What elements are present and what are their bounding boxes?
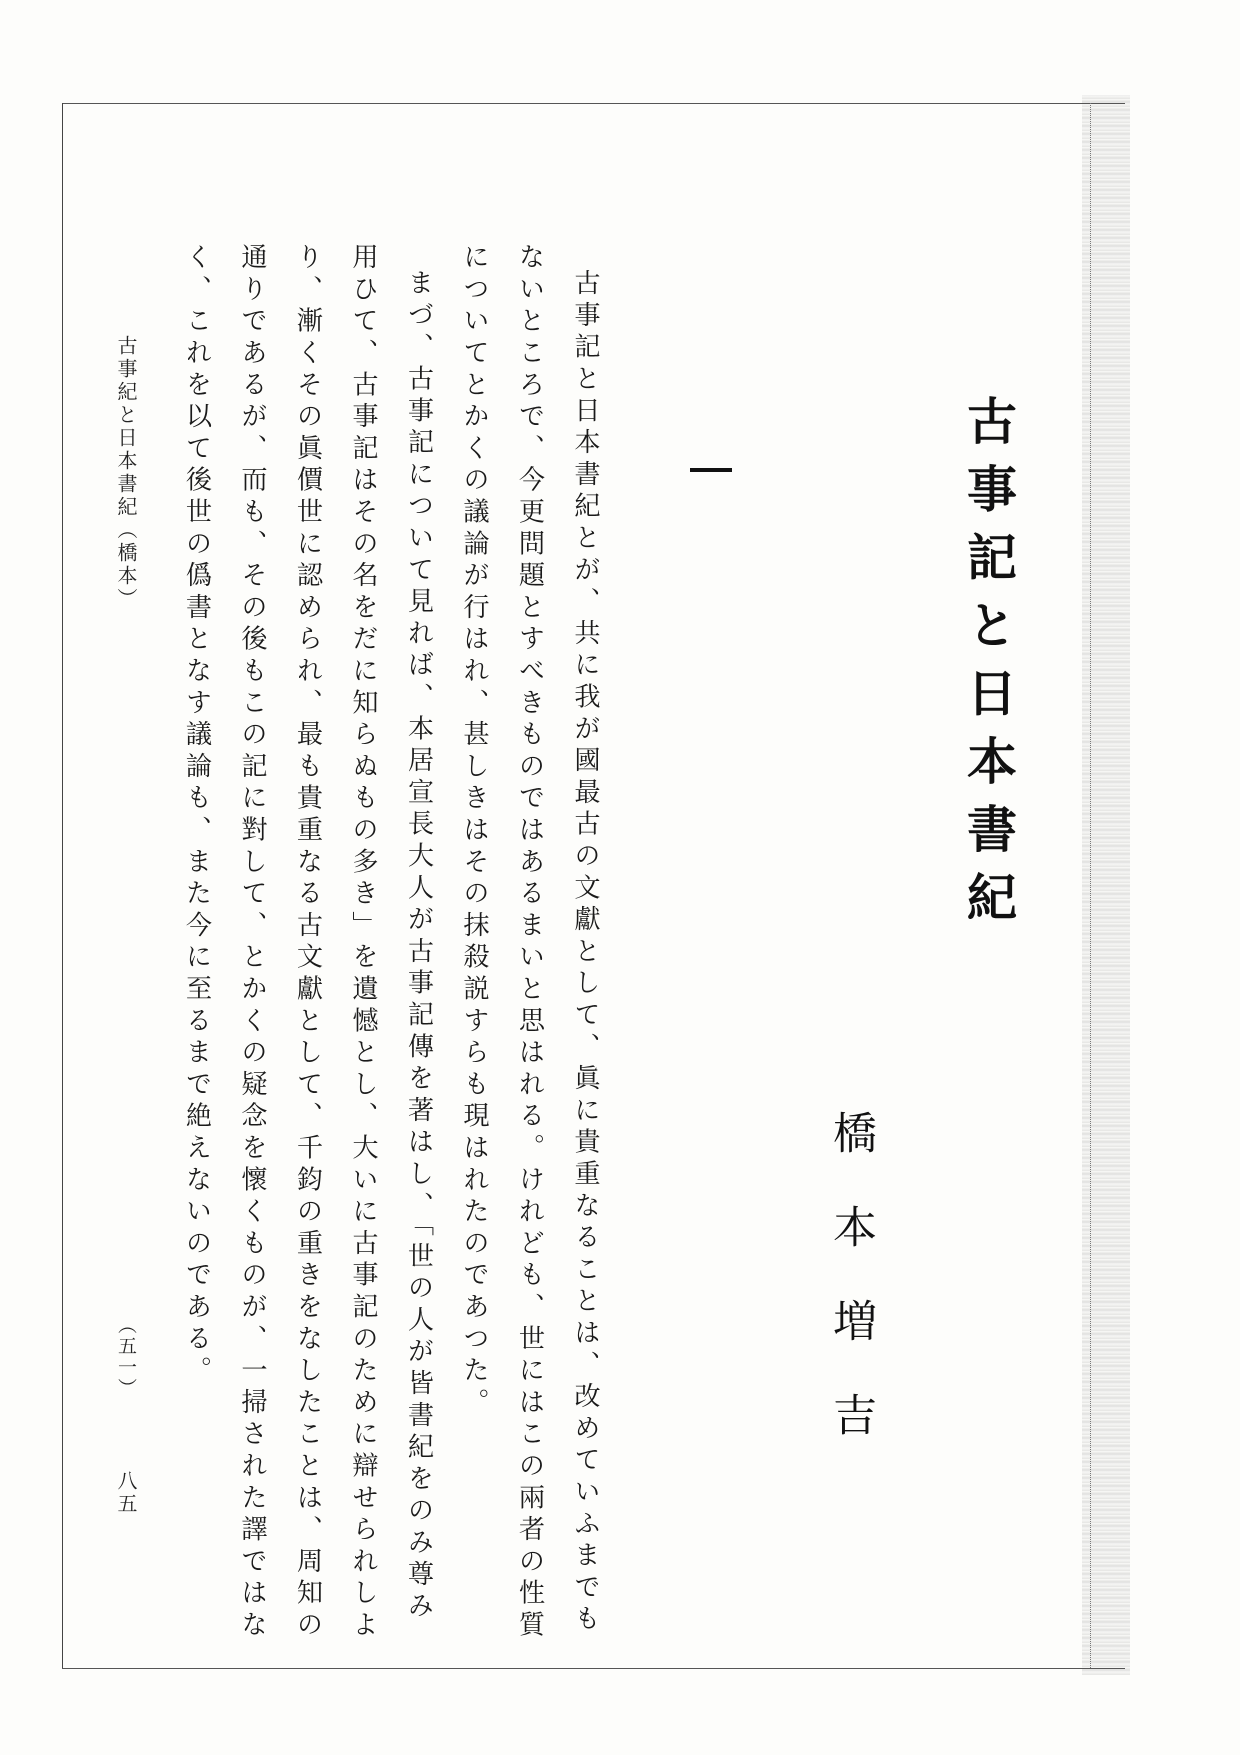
page-number: 八五 [114,1470,138,1516]
article-title: 古事記と日本書紀 [959,395,1018,939]
body-paragraph-1: 古事記と日本書紀とが、共に我が國最古の文獻として、眞に貴重なることは、改めていふまでもないところで、今更問題とすべきものではあるまいと思はれる。けれども、世にはこの兩者の性質についてとかくの議論が行はれ、甚しきはその抹殺説すらも現はれたのであつた。 [459,243,600,1643]
folio-parenthetical: （五一） [115,1315,137,1399]
frame-line-right [1090,103,1091,1668]
body-paragraph-2: まづ、古事記について見れば、本居宣長大人が古事記傳を著はし、「世の人が皆書紀をのみ尊み用ひて、古事記はその名をだに知らぬもの多き」を遺憾とし、大いに古事記のために辯せられしより、漸くその眞價世に認められ、最も貴重なる古文獻として、千鈞の重きをなしたことは、周知の通りであるが、而も、その後もこの記に對して、とかくの疑念を懷くものが、一掃された譯ではなく、これを以て後世の僞書となす議論も、また今に至るまで絶えないのである。 [181,243,434,1643]
frame-line-bottom [62,1668,1125,1669]
body-text [168,243,612,1643]
running-head: 古事紀と日本書紀（橋本） [114,335,138,611]
frame-line-top [62,103,1125,104]
section-number-one [690,468,732,472]
author-name: 橋本増吉 [825,1110,876,1486]
frame-line-left [62,103,63,1668]
